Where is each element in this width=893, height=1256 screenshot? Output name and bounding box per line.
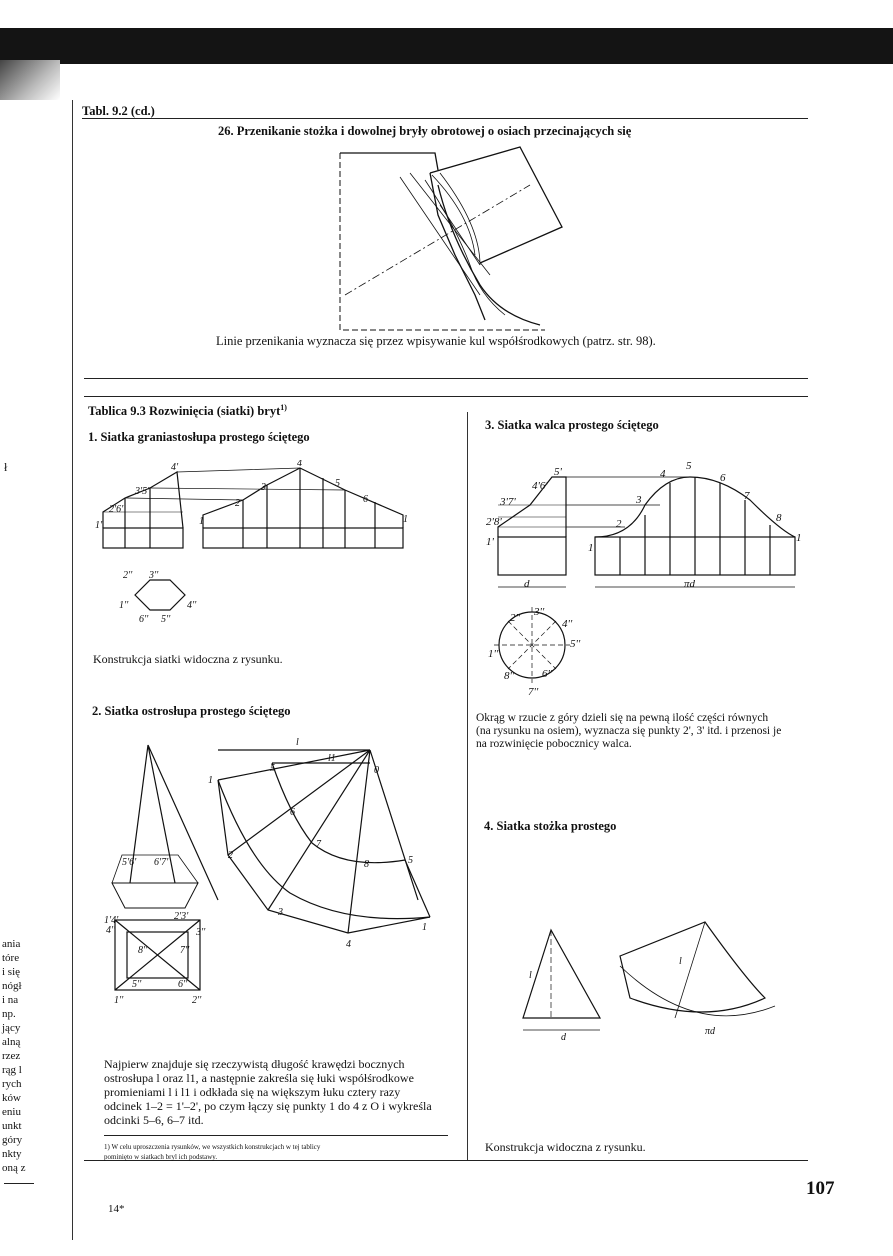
drawing-label: 8: [364, 859, 369, 870]
drawing-label: 1: [796, 532, 802, 544]
drawing-label: 1'': [119, 600, 129, 611]
drawing-label: 3'': [196, 927, 206, 938]
drawing-label: 5'': [570, 638, 581, 650]
drawing-label: 7'': [180, 945, 190, 956]
drawing-label: 4: [660, 468, 666, 480]
drawing-label: 2'': [123, 570, 133, 581]
drawing-label: l1: [328, 753, 336, 764]
drawing-label: 5'6': [122, 857, 137, 868]
drawing-label: 1: [208, 775, 213, 786]
sec2-text-line: odcinki 5–6, 6–7 itd.: [104, 1113, 204, 1127]
drawing-label: l: [529, 970, 532, 981]
drawing-label: 2'': [510, 612, 521, 624]
sec3-title: 3. Siatka walca prostego ściętego: [485, 418, 659, 432]
margin-fragment: oną z: [2, 1162, 26, 1174]
drawing-label: 6: [290, 807, 295, 818]
sec1-title: 1. Siatka graniastosłupa prostego ściętego: [88, 430, 310, 444]
drawing-label: 1'': [114, 995, 124, 1006]
margin-fragment: alną: [2, 1036, 21, 1048]
sec3-text-line: na rozwinięcie pobocznicy walca.: [476, 738, 632, 750]
drawing-label: 8'': [138, 945, 148, 956]
sec2-text-line: ostrosłupa l oraz l1, a następnie zakreśla się łuki współśrodkowe: [104, 1071, 414, 1085]
cylinder-outline: [340, 153, 438, 170]
margin-fragment: jący: [2, 1022, 21, 1034]
sec3-text-line: Okrąg w rzucie z góry dzieli się na pewną ilość części równych: [476, 712, 769, 724]
drawing-label: 1: [403, 514, 408, 525]
drawing-label: 3: [278, 907, 283, 918]
drawing-label: 4': [171, 462, 179, 473]
fig26-title: 26. Przenikanie stożka i dowolnej bryły obrotowej o osiach przecinających się: [218, 124, 632, 138]
sec2-text-block: [104, 1057, 432, 1127]
sec3-text-line: (na rysunku na osiem), wyznacza się punkty 2', 3' itd. i przenosi je: [476, 725, 782, 737]
drawing-label: 3'7': [500, 496, 516, 508]
drawing-label: 5: [335, 478, 340, 489]
drawing-label: 3'': [534, 606, 545, 618]
margin-fragment: np.: [2, 1008, 16, 1020]
footnote-block: [104, 1142, 320, 1162]
drawing-label: 8'': [504, 670, 515, 682]
fig26-drawing: [330, 145, 570, 340]
drawing-label: 8: [776, 512, 782, 524]
sec4-caption: Konstrukcja widoczna z rysunku.: [485, 1140, 646, 1154]
drawing-label: 4: [297, 460, 302, 469]
drawing-label: 4'': [106, 925, 116, 936]
drawing-label: d: [561, 1032, 566, 1043]
sec2-text-line: Najpierw znajduje się rzeczywistą długość krawędzi bocznych: [104, 1057, 405, 1071]
drawing-label: 0: [374, 765, 379, 776]
footnote-rule: [104, 1135, 448, 1136]
sec3-text-block: [476, 712, 781, 751]
margin-fragment: ania: [2, 938, 21, 950]
drawing-label: 4'': [187, 600, 197, 611]
drawing-label: 4'': [562, 618, 573, 630]
footnote-line: 1) W celu uproszczenia rysunków, we wszystkich konstrukcjach w tej tablicy: [104, 1143, 321, 1151]
drawing-label: 5: [408, 855, 413, 866]
drawing-label: 1: [199, 516, 204, 527]
drawing-label: 3'5': [135, 486, 150, 497]
fig26-caption: Linie przenikania wyznacza się przez wpisywanie kul współśrodkowych (patrz. str. 98).: [216, 334, 656, 348]
signature-mark: 14*: [108, 1203, 125, 1215]
sec4-title: 4. Siatka stożka prostego: [484, 819, 617, 833]
drawing-label: 7: [316, 839, 321, 850]
drawing-label: 7: [744, 490, 750, 502]
drawing-label: 1: [588, 542, 594, 554]
table-ref: Tabl. 9.2 (cd.): [82, 104, 155, 118]
scan-left-shadow: [0, 60, 60, 100]
drawing-label: 6: [720, 472, 726, 484]
margin-fragment: nógł: [2, 980, 22, 992]
sec1-drawing: [95, 460, 425, 640]
drawing-label: 2'': [192, 995, 202, 1006]
drawing-label: l: [679, 956, 682, 967]
margin-fragment: nkty: [2, 1148, 22, 1160]
margin-fragment: ków: [2, 1092, 21, 1104]
cone-outline: [430, 147, 562, 263]
drawing-label: 2: [228, 850, 233, 861]
drawing-label: 1: [422, 922, 427, 933]
drawing-label: 6'7': [154, 857, 169, 868]
drawing-label: 5'': [161, 614, 171, 625]
margin-mark: ł: [4, 460, 8, 474]
table93-title: [88, 403, 287, 419]
drawing-label: 4: [346, 939, 351, 950]
drawing-label: 5': [554, 466, 562, 478]
margin-fragment: rąg l: [2, 1064, 22, 1076]
drawing-label: 4'6': [532, 480, 548, 492]
sec3-drawing: [480, 455, 810, 695]
drawing-label: 5'': [132, 979, 142, 990]
drawing-label: 2'3': [174, 911, 189, 922]
margin-fragment: eniu: [2, 1106, 21, 1118]
sec2-drawing: [100, 725, 440, 1025]
footnote-mark: 1): [280, 403, 287, 412]
drawing-label: 1'4': [104, 915, 119, 926]
table93-rule: [84, 396, 808, 397]
drawing-label: d: [524, 578, 530, 590]
margin-fragment: rzez: [2, 1050, 21, 1062]
margin-fragment: góry: [2, 1134, 23, 1146]
margin-fragment: unkt: [2, 1120, 22, 1132]
drawing-label: 2'6': [109, 504, 124, 515]
drawing-label: πd: [684, 578, 696, 590]
table93-title-text: Tablica 9.3 Rozwinięcia (siatki) bryt: [88, 404, 281, 419]
drawing-label: 7'': [528, 686, 539, 695]
sec1-caption: Konstrukcja siatki widoczna z rysunku.: [93, 652, 283, 666]
sec4-drawing: [515, 918, 795, 1043]
drawing-label: 3: [636, 494, 642, 506]
drawing-label: 5: [270, 763, 275, 774]
column-divider: [467, 412, 468, 1160]
margin-fragment: i na: [2, 994, 19, 1006]
drawing-label: 1': [95, 520, 103, 531]
sec2-text-line: promieniami l i l1 i odkłada się na większym łuku cztery razy: [104, 1085, 401, 1099]
margin-fragment: tóre: [2, 952, 20, 964]
sec2-text-line: odcinek 1–2 = 1'–2', po czym łączy się punkty 1 do 4 z O i wykreśla: [104, 1099, 432, 1113]
margin-rule: [4, 1183, 34, 1184]
drawing-label: 6'': [139, 614, 149, 625]
drawing-label: 5: [686, 460, 692, 472]
margin-fragment: rych: [2, 1078, 22, 1090]
footnote-line: pominięto w siatkach bryl ich podstawy.: [104, 1153, 218, 1161]
drawing-label: 2'8': [486, 516, 502, 528]
scan-top-band: [0, 28, 893, 64]
drawing-label: 1'': [488, 648, 499, 660]
fig26-rule: [84, 378, 808, 379]
drawing-label: 6: [363, 494, 368, 505]
drawing-label: 1': [486, 536, 494, 548]
page-edge-line: [72, 100, 73, 1240]
margin-fragment: i się: [2, 966, 21, 978]
sec2-title: 2. Siatka ostrosłupa prostego ściętego: [92, 704, 291, 718]
drawing-label: 2: [616, 518, 622, 530]
drawing-label: 6'': [178, 979, 188, 990]
drawing-label: 3'': [149, 570, 159, 581]
drawing-label: 6'': [542, 668, 553, 680]
page-number: 107: [806, 1178, 835, 1199]
header-rule: [82, 118, 808, 119]
drawing-label: 2: [235, 498, 240, 509]
drawing-label: l: [296, 737, 299, 748]
left-margin-fragments: [2, 937, 42, 1175]
drawing-label: 3: [261, 482, 266, 493]
drawing-label: πd: [705, 1026, 716, 1037]
